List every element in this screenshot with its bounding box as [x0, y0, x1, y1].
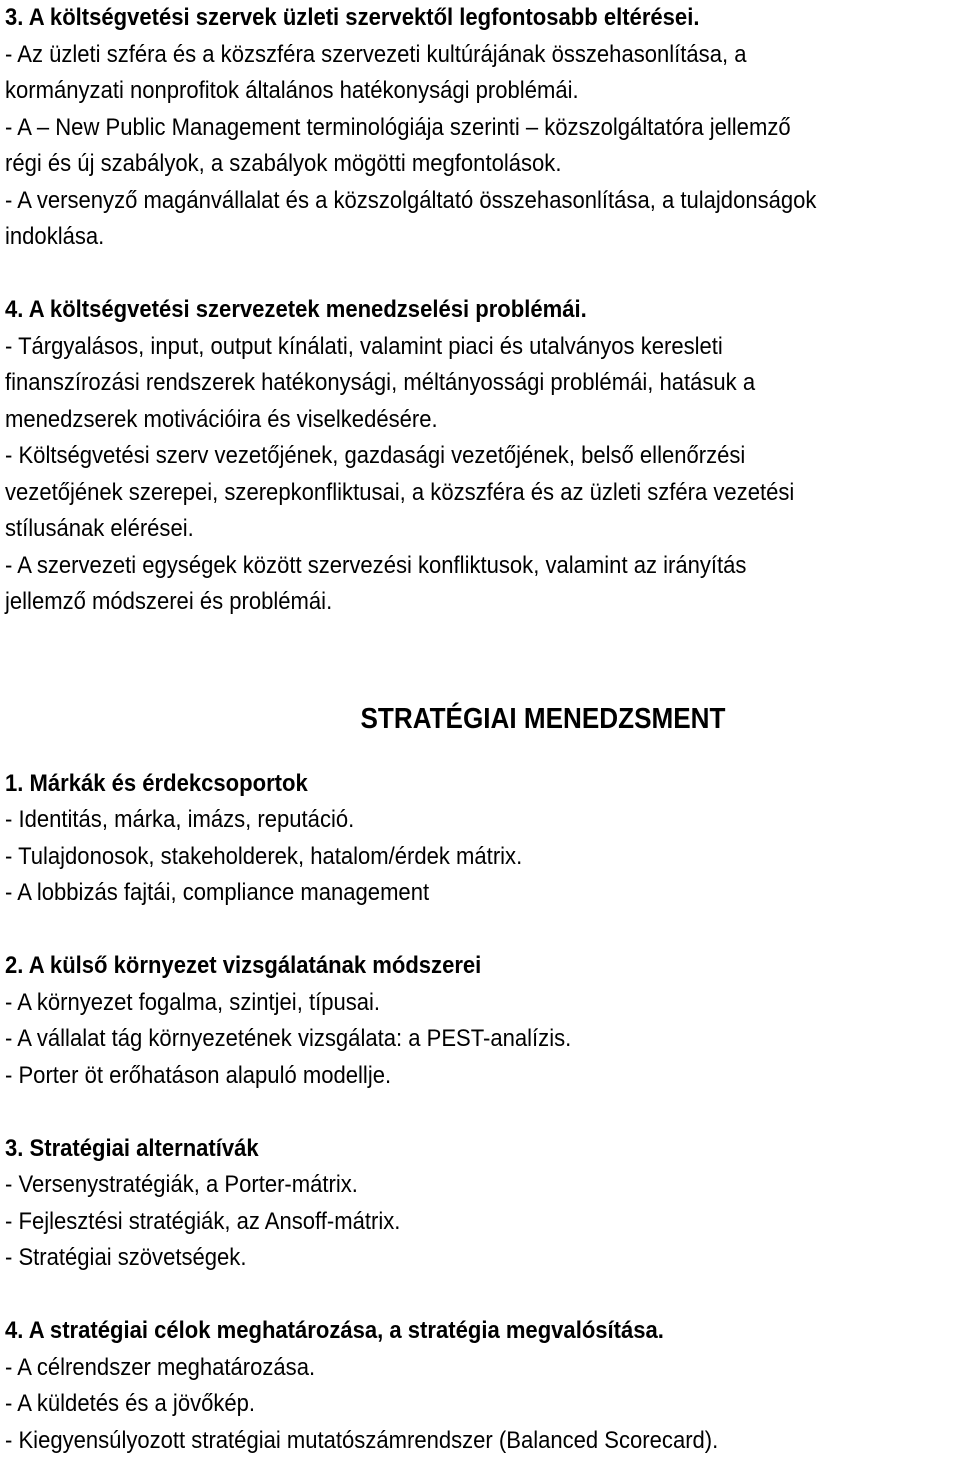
- spacer: [5, 621, 860, 694]
- strategic-4-line: - A küldetés és a jövőkép.: [5, 1390, 256, 1417]
- section-4-line: - A szervezeti egységek között szervezési konfliktusok, valamint az irányítás: [5, 551, 747, 579]
- section-3-line: - Az üzleti szféra és a közszféra szervezeti kultúrájának összehasonlítása, a: [5, 40, 747, 68]
- section-4-line: stílusának elérései.: [5, 515, 194, 542]
- section-4-line: jellemző módszerei és problémái.: [5, 588, 333, 615]
- strategic-1-line: - Identitás, márka, imázs, reputáció.: [5, 806, 355, 833]
- document-page: [5, 0, 860, 1459]
- strategic-3-line: - Versenystratégiák, a Porter-mátrix.: [5, 1171, 358, 1198]
- strategic-2-heading: 2. A külső környezet vizsgálatának módszerei: [5, 952, 482, 979]
- section-3-line: régi és új szabályok, a szabályok mögötti megfontolások.: [5, 150, 562, 177]
- strategic-2-line: - A környezet fogalma, szintjei, típusai.: [5, 988, 381, 1016]
- strategic-4-line: - A célrendszer meghatározása.: [5, 1353, 316, 1381]
- section-4-line: vezetőjének szerepei, szerepkonfliktusai, a közszféra és az üzleti szféra vezetési: [5, 478, 795, 506]
- section-3-line: - A versenyző magánvállalat és a közszolgáltató összehasonlítása, a tulajdonságok: [5, 186, 817, 214]
- strategic-2-line: - Porter öt erőhatáson alapuló modellje.: [5, 1061, 392, 1089]
- section-4-heading: 4. A költségvetési szervezetek menedzselési problémái.: [5, 296, 587, 323]
- strategic-3-line: - Stratégiai szövetségek.: [5, 1244, 247, 1271]
- section-3-line: kormányzati nonprofitok általános hatékonysági problémái.: [5, 77, 579, 104]
- strategic-1-line: - A lobbizás fajtái, compliance management: [5, 879, 430, 906]
- strategic-3-heading: 3. Stratégiai alternatívák: [5, 1134, 259, 1162]
- section-3-line: indoklása.: [5, 223, 105, 250]
- section-4-line: menedzserek motivációira és viselkedésére.: [5, 405, 438, 433]
- section-4-line: - Költségvetési szerv vezetőjének, gazdasági vezetőjének, belső ellenőrzési: [5, 442, 746, 469]
- spacer: [5, 1094, 860, 1131]
- section-3-heading: 3. A költségvetési szervek üzleti szervektől legfontosabb eltérései.: [5, 4, 700, 31]
- strategic-4-heading: 4. A stratégiai célok meghatározása, a stratégia megvalósítása.: [5, 1317, 664, 1344]
- spacer: [5, 256, 860, 293]
- strategic-1-line: - Tulajdonosok, stakeholderek, hatalom/érdek mátrix.: [5, 842, 523, 870]
- section-3-line: - A – New Public Management terminológiája szerinti – közszolgáltatóra jellemző: [5, 113, 791, 141]
- strategic-1-heading: 1. Márkák és érdekcsoportok: [5, 769, 308, 797]
- strategic-management-title: STRATÉGIAI MENEDZSMENT: [360, 702, 726, 735]
- spacer: [5, 912, 860, 949]
- strategic-3-line: - Fejlesztési stratégiák, az Ansoff-mátrix.: [5, 1207, 401, 1235]
- section-4-line: finanszírozási rendszerek hatékonysági, méltányossági problémái, hatásuk a: [5, 369, 756, 396]
- spacer: [5, 1277, 860, 1314]
- strategic-2-line: - A vállalat tág környezetének vizsgálata: a PEST-analízis.: [5, 1025, 572, 1052]
- strategic-4-line: - Kiegyensúlyozott stratégiai mutatószámrendszer (Balanced Scorecard).: [5, 1426, 719, 1454]
- section-4-line: - Tárgyalásos, input, output kínálati, valamint piaci és utalványos keresleti: [5, 332, 723, 360]
